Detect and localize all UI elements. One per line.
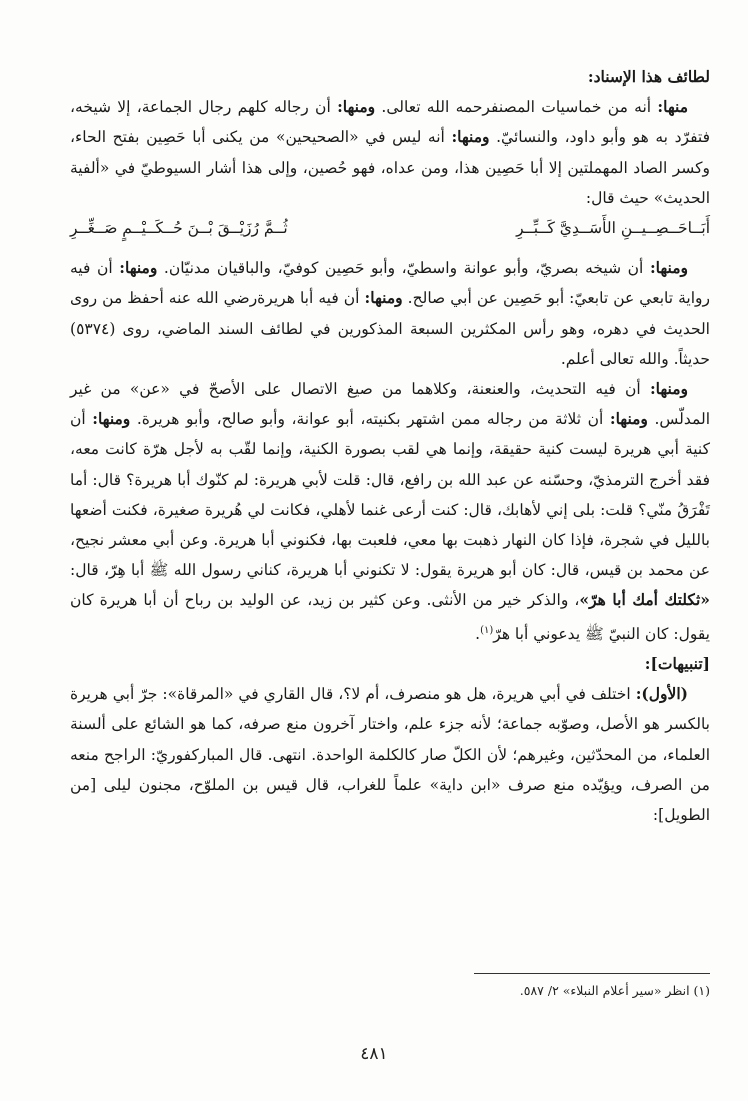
paragraph-3 [70, 374, 710, 649]
paragraph-text: أن فيه التحديث، والعنعنة، وكلاهما من صيغ الاتصال على الأصحّ في «عن» من غير المدلّس. [70, 380, 710, 429]
section-heading: لطائف هذا الإسناد: [587, 67, 710, 86]
paragraph-text: أن شيخه بصريّ، وأبو عوانة واسطيّ، وأبو حَصِين كوفيّ، والباقيان مدنيّان. [157, 259, 650, 278]
notes-heading: [تنبيهات]: [644, 654, 710, 674]
lead-word: ومنها: [337, 97, 376, 117]
footnote-divider [474, 973, 710, 974]
paragraph-text: أن فيه أبا هريرةرضي الله عنه أحفظ من روى الحديث في دهره، وهو رأس المكثرين السبعة المذكورين في لطائف السند الماضي، روى (٥٣٧٤) حديثاً. والله تعالى أعلم. [70, 289, 710, 368]
page-body [70, 62, 710, 830]
lead-word: ومنها: [364, 288, 403, 308]
paragraph-text: اختلف في أبي هريرة، هل هو منصرف، أم لا؟، قال القاري في «المرقاة»: جرّ أبي هريرة بالكسر هو الأصل، وصوّبه جماعة؛ لأنه جزء علم، واختار آخرون منع صرفه، كما هو الشائع على ألسنة العلماء، من المحدّثين، وغيرهم؛ لأن الكلّ صار كالكلمة الواحدة. انتهى. قال المباركفوريّ: الراجح منعه من الصرف، ويؤيّده منع صرف «ابن داية» علماً للغراب، قال قيس بن الملوّح، مجنون ليلى [من الطويل]: [70, 685, 710, 825]
paragraph-2 [70, 253, 710, 374]
lead-word: (الأول): [635, 684, 688, 704]
lead-word: ومنها: [609, 409, 648, 429]
verse-second-hemistich: ثُــمَّ رُزَيْــقَ بْــنَ حُــكَــيْــمٍ صَــغِّــرِ [70, 219, 288, 238]
paragraph-text: أن فيه رواية تابعي عن تابعيّ: أبو حَصِين عن أبي صالح. [70, 259, 711, 308]
lead-word: ومنها: [119, 258, 158, 278]
paragraph-4 [70, 679, 710, 830]
paragraph-text: . [475, 624, 481, 643]
paragraph-text: أنه من خماسيات المصنفرحمه الله تعالى. [375, 98, 658, 117]
footnote-reference[interactable]: (١) [480, 624, 494, 636]
paragraph-1 [70, 92, 710, 213]
verse-first-hemistich: أَبَــاحَــصِــيــنِ الأَسَــدِيَّ كَــبِّــرِ [516, 219, 710, 238]
lead-word: منها: [657, 97, 688, 117]
paragraph-text: ، والذكر خير من الأنثى. وعن كثير بن زيد، عن الوليد بن رباح أن أبا هريرة كان يقول: كان النبيّ ﷺ يدعوني أبا هرّ [70, 591, 710, 643]
paragraph-text: أن رجاله كلهم رجال الجماعة، إلا شيخه، فتفرّد به هو وأبو داود، والنسائيّ. [70, 98, 710, 147]
paragraph-text: أنه ليس في «الصحيحين» من يكنى أبا حَصِين بفتح الحاء، وكسر الصاد المهملتين إلا أبا حَصِين هذا، ومن عداه، فهو حُصين، وإلى هذا أشار السيوطيّ في «ألفية الحديث» حيث قال: [70, 128, 710, 207]
page-number: ٤٨١ [360, 1044, 388, 1064]
lead-word: ومنها: [649, 379, 688, 399]
paragraph-text: أن ثلاثة من رجاله ممن اشتهر بكنيته، أبو عوانة، وأبو صالح، وأبو هريرة. [130, 410, 610, 429]
lead-word: ومنها: [649, 258, 688, 278]
paragraph-text: أن كنية أبي هريرة ليست كنية حقيقة، وإنما هي لقب بصورة الكنية، وإنما لقّب به لأجل هرّة كانت معه، فقد أخرج الترمذيّ، وحسّنه عن عبد الله بن رافع، قال: قلت لأبي هريرة: لم كنّوك أبا هريرة؟ قال: أما تَفْرَقُ منّي؟ قلت: بلى إني لأهابك، قال: كنت أرعى غنما لأهلي، فكانت لي هُريرة صغيرة، فكنت أضعها بالليل في شجرة، فإذا كان النهار ذهبت بها معي، فلعبت بها، فكنوني أبا هريرة. وعن أبي معشر نجيح، عن محمد بن قيس، قال: كان أبو هريرة يقول: لا تكنوني أبا هريرة، كناني رسول الله ﷺ أبا هِرّ، قال: [70, 410, 710, 580]
poem-verse [70, 213, 710, 243]
lead-word: ومنها: [92, 409, 131, 429]
hadith-quote: «ثكلتك أمك أبا هرّ» [579, 590, 710, 610]
footnote: (١) انظر «سير أعلام النبلاء» ٢/ ٥٨٧. [519, 983, 710, 998]
lead-word: ومنها: [451, 127, 490, 147]
